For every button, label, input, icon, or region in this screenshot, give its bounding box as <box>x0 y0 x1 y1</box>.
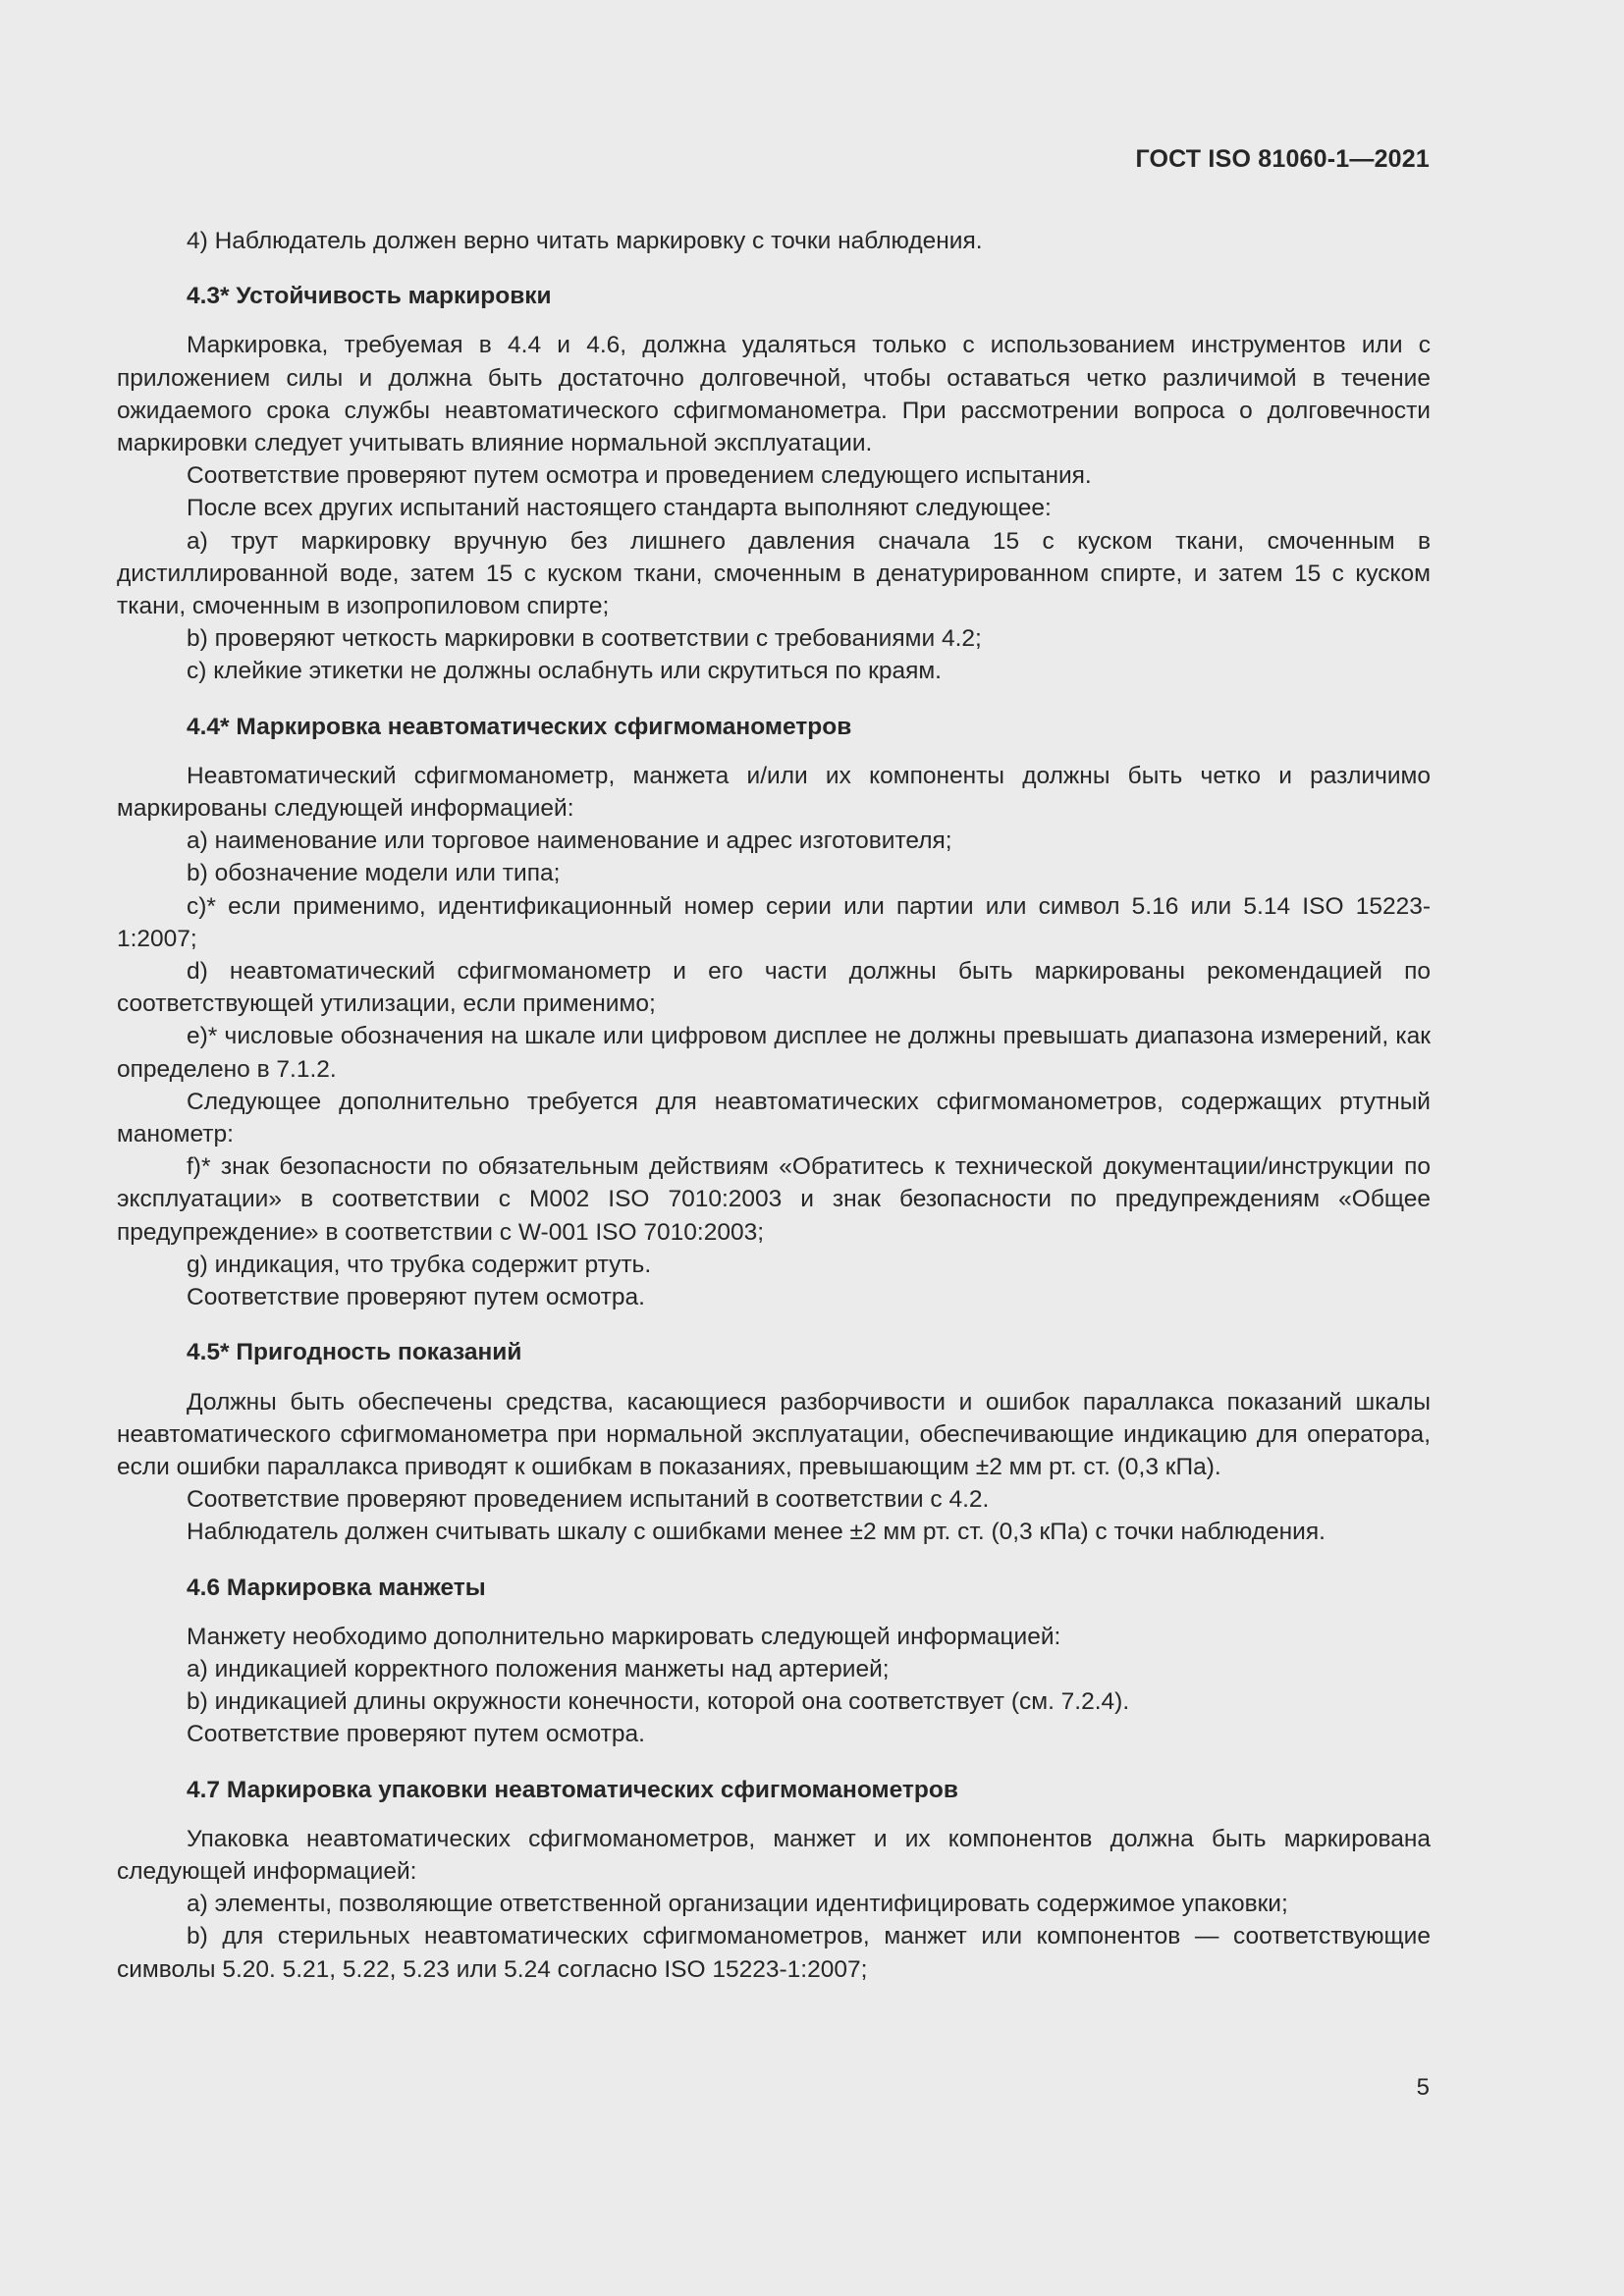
list-item: a) индикацией корректного положения манжеты над артерией; <box>187 1655 890 1682</box>
section-heading: 4.4* Маркировка неавтоматических сфигмоманометров <box>187 713 852 740</box>
body-paragraph: Упаковка неавтоматических сфигмоманометров, манжет и их компонентов должна быть маркирована следующей информацией: <box>117 1825 1431 1885</box>
section-heading: 4.6 Маркировка манжеты <box>187 1574 486 1601</box>
body-paragraph: Соответствие проверяют путем осмотра. <box>187 1284 645 1311</box>
body-paragraph: Соответствие проверяют путем осмотра. <box>187 1721 645 1748</box>
list-item: b) индикацией длины окружности конечности, которой она соответствует (см. 7.2.4). <box>187 1688 1130 1716</box>
list-item: a) элементы, позволяющие ответственной организации идентифицировать содержимое упаковки; <box>187 1891 1288 1918</box>
page-number: 5 <box>1416 2074 1430 2101</box>
list-item: d) неавтоматический сфигмоманометр и его части должны быть маркированы рекомендацией по соответствующей утилизации, если применимо; <box>117 958 1431 1018</box>
body-paragraph: Маркировка, требуемая в 4.4 и 4.6, должна удаляться только с использованием инструментов или с приложением силы и должна быть достаточно долговечной, чтобы оставаться четко различимой в течение ожидаемого срока службы неавтоматического сфигмоманометра. При рассмотрении вопроса о долговечности маркировки следует учитывать влияние нормальной эксплуатации. <box>117 332 1431 457</box>
list-item: f)* знак безопасности по обязательным действиям «Обратитесь к технической документации/инструкции по эксплуатации» в соответствии с M002 ISO 7010:2003 и знак безопасности по предупреждениям «Общее предупреждение» в соответствии с W-001 ISO 7010:2003; <box>117 1153 1431 1246</box>
list-item: c) клейкие этикетки не должны ослабнуть или скрутиться по краям. <box>187 658 942 685</box>
body-paragraph: Соответствие проверяют проведением испытаний в соответствии с 4.2. <box>187 1486 990 1514</box>
body-paragraph: Следующее дополнительно требуется для неавтоматических сфигмоманометров, содержащих ртутный манометр: <box>117 1088 1431 1148</box>
list-item: b) для стерильных неавтоматических сфигмоманометров, манжет или компонентов — соответствующие символы 5.20. 5.21, 5.22, 5.23 или 5.24 согласно ISO 15223-1:2007; <box>117 1923 1431 1983</box>
list-item: c)* если применимо, идентификационный номер серии или партии или символ 5.16 или 5.14 ISO 15223-1:2007; <box>117 892 1431 952</box>
section-heading: 4.3* Устойчивость маркировки <box>187 283 552 310</box>
document-body <box>117 225 1431 1986</box>
section-heading: 4.5* Пригодность показаний <box>187 1339 522 1366</box>
list-item: a) наименование или торговое наименование и адрес изготовителя; <box>187 828 952 855</box>
body-paragraph: Неавтоматический сфигмоманометр, манжета и/или их компоненты должны быть четко и различимо маркированы следующей информацией: <box>117 762 1431 823</box>
body-paragraph: 4) Наблюдатель должен верно читать маркировку с точки наблюдения. <box>187 228 983 254</box>
body-paragraph: Должны быть обеспечены средства, касающиеся разборчивости и ошибок параллакса показаний шкалы неавтоматического сфигмоманометра при нормальной эксплуатации, обеспечивающие индикацию для оператора, если ошибки параллакса приводят к ошибкам в показаниях, превышающим ±2 мм рт. ст. (0,3 кПа). <box>117 1388 1431 1480</box>
list-item: g) индикация, что трубка содержит ртуть. <box>187 1251 652 1278</box>
list-item: b) проверяют четкость маркировки в соответствии с требованиями 4.2; <box>187 625 982 653</box>
body-paragraph: Манжету необходимо дополнительно маркировать следующей информацией: <box>187 1623 1061 1650</box>
list-item: e)* числовые обозначения на шкале или цифровом дисплее не должны превышать диапазона измерений, как определено в 7.1.2. <box>117 1023 1431 1083</box>
body-paragraph: После всех других испытаний настоящего стандарта выполняют следующее: <box>187 495 1052 522</box>
list-item: a) трут маркировку вручную без лишнего давления сначала 15 с куском ткани, смоченным в дистиллированной воде, затем 15 с куском ткани, смоченным в денатурированном спирте, и затем 15 с куском ткани, смоченным в изопропиловом спирте; <box>117 527 1431 620</box>
section-heading: 4.7 Маркировка упаковки неавтоматических сфигмоманометров <box>187 1776 958 1803</box>
body-paragraph: Соответствие проверяют путем осмотра и проведением следующего испытания. <box>187 462 1092 490</box>
body-paragraph: Наблюдатель должен считывать шкалу с ошибками менее ±2 мм рт. ст. (0,3 кПа) с точки наблюдения. <box>187 1519 1326 1546</box>
list-item: b) обозначение модели или типа; <box>187 860 561 887</box>
document-code: ГОСТ ISO 81060-1—2021 <box>1135 145 1430 173</box>
